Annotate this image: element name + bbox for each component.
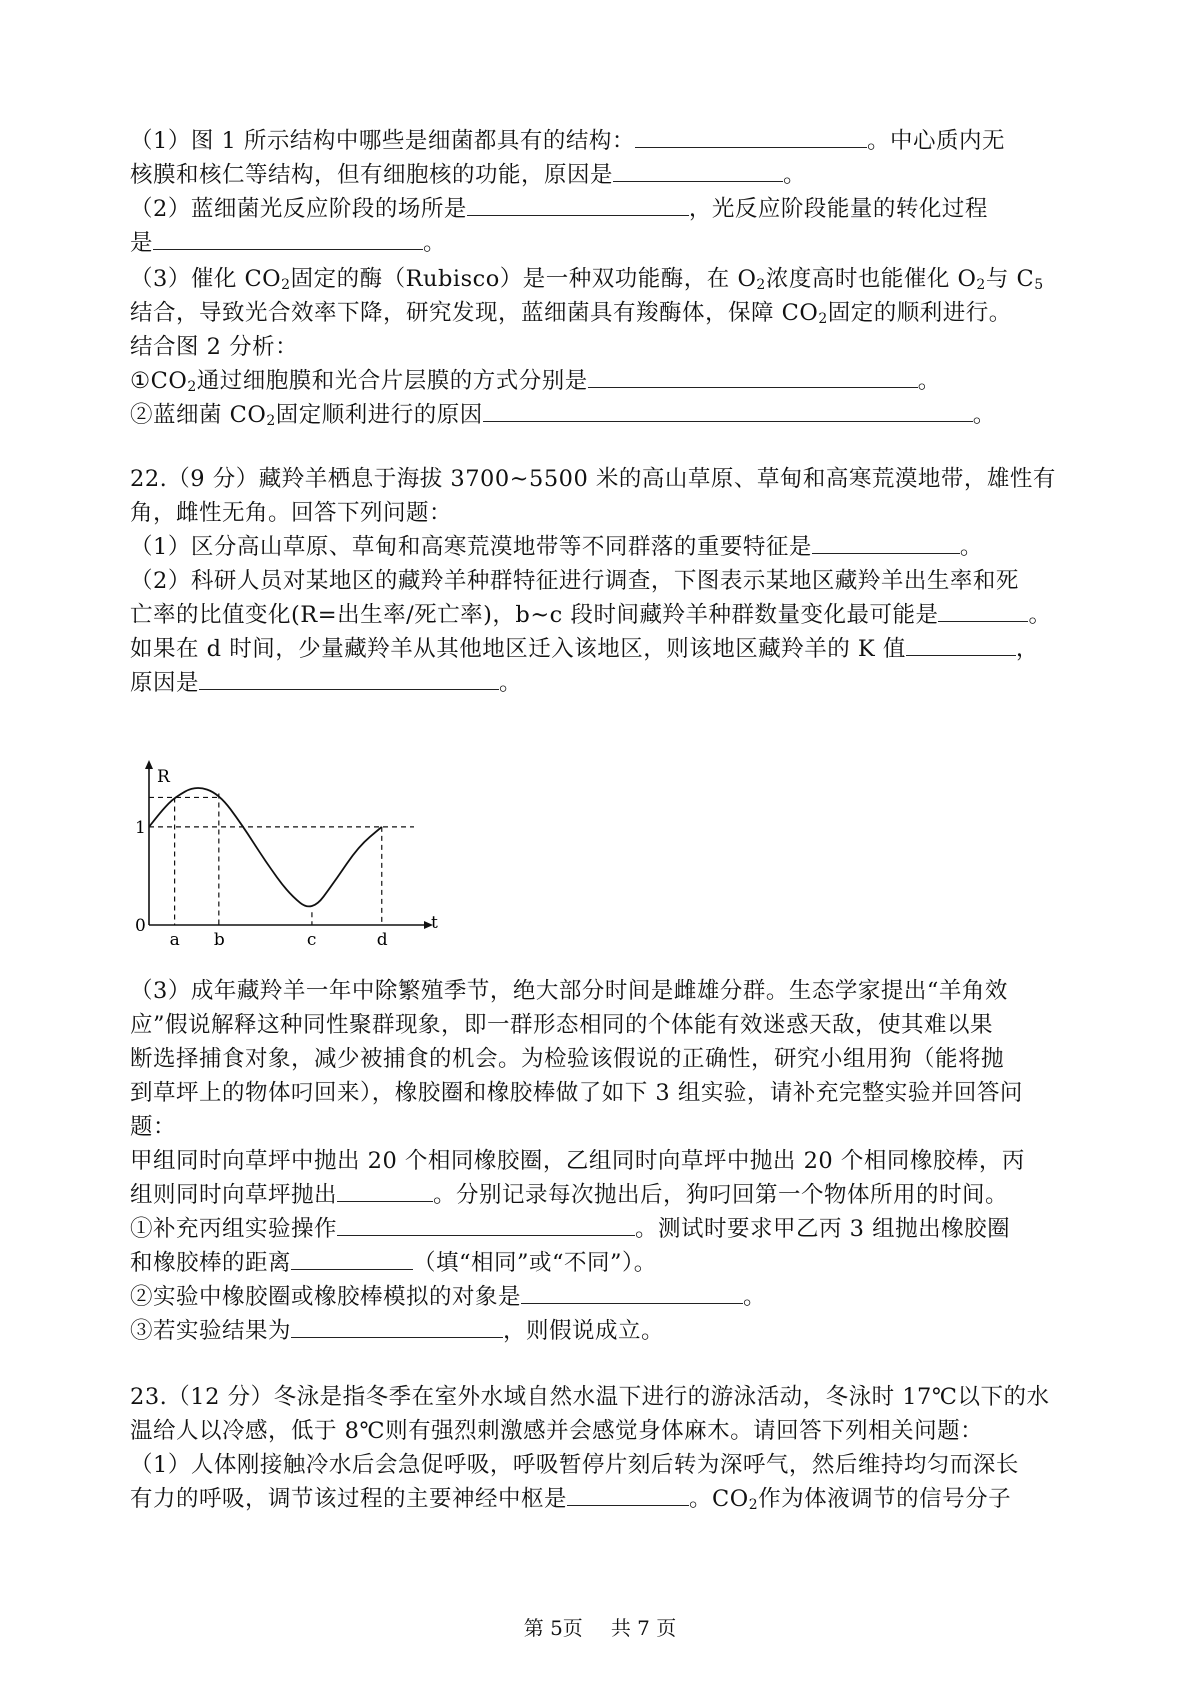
answer-blank[interactable]: [635, 125, 867, 148]
q21-s1: $①CO_2$通过细胞膜和光合片层膜的方式分别是 。: [130, 364, 1090, 404]
q22-p2-line4: 原因是 。: [130, 666, 1090, 700]
r-curve: [149, 788, 382, 906]
answer-blank[interactable]: [613, 159, 783, 182]
q21-p3-line1: （3）催化 $CO_2$固定的酶（Rubisco）是一种双功能酶，在 $O_2$浓度高时也能催化 $O_2$与 $C_5$: [130, 266, 1044, 293]
q21-p3-line3: 结合图 2 分析：: [130, 334, 299, 360]
q21-p1-line1: （1）图 1 所示结构中哪些是细菌都具有的结构： 。中心质内无: [130, 124, 1090, 158]
q22-p2-line2: 亡率的比值变化(R=出生率/死亡率)，b~c 段时间藏羚羊种群数量变化最可能是 。: [130, 598, 1090, 632]
x-tick-label-c: c: [306, 930, 317, 950]
origin-label: 0: [135, 916, 146, 936]
q22-p3-line6: 甲组同时向草坪中抛出 20 个相同橡胶圈，乙组同时向草坪中抛出 20 个相同橡胶棒，丙: [130, 1148, 1025, 1174]
q22-p2-line1: （2）科研人员对某地区的藏羚羊种群特征进行调查，下图表示某地区藏羚羊出生率和死: [130, 568, 1019, 594]
q22-s1-line2: 和橡胶棒的距离 （填“相同”或“不同”）。: [130, 1246, 1090, 1280]
y-axis-arrow: [145, 760, 153, 769]
q21-p2-line2: 是 。: [130, 226, 1090, 260]
q22-p3-line7: 组则同时向草坪抛出 。分别记录每次抛出后，狗叼回第一个物体所用的时间。: [130, 1178, 1090, 1212]
answer-blank[interactable]: [588, 365, 918, 388]
q22-s2: ②实验中橡胶圈或橡胶棒模拟的对象是 。: [130, 1280, 1090, 1314]
answer-blank[interactable]: [153, 227, 423, 250]
q22-p3-line1: （3）成年藏羚羊一年中除繁殖季节，绝大部分时间是雌雄分群。生态学家提出“羊角效: [130, 978, 1008, 1004]
x-tick-label-b: b: [213, 930, 225, 950]
answer-blank[interactable]: [906, 633, 1016, 656]
q22-p3-line4: 到草坪上的物体叼回来），橡胶圈和橡胶棒做了如下 3 组实验，请补充完整实验并回答问: [130, 1080, 1023, 1106]
q22-p1: （1）区分高山草原、草甸和高寒荒漠地带等不同群落的重要特征是 。: [130, 530, 1090, 564]
q22-intro-line2: 角，雌性无角。回答下列问题：: [130, 500, 453, 526]
q23-p1-line2: 有力的呼吸，调节该过程的主要神经中枢是 。$CO_2$作为体液调节的信号分子: [130, 1482, 1090, 1522]
y-tick-label: 1: [135, 817, 146, 838]
answer-blank[interactable]: [938, 599, 1028, 622]
q22-p2-line3: 如果在 d 时间，少量藏羚羊从其他地区迁入该地区，则该地区藏羚羊的 K 值 ，: [130, 632, 1090, 666]
q23-intro-line2: 温给人以冷感，低于 8℃则有强烈刺激感并会感觉身体麻木。请回答下列相关问题：: [130, 1418, 984, 1444]
q22-p3-line2: 应”假说解释这种同性聚群现象，即一群形态相同的个体能有效迷惑天敌，使其难以果: [130, 1012, 994, 1038]
page-footer: [0, 1612, 1200, 1641]
x-axis-label: t: [431, 913, 438, 933]
answer-blank[interactable]: [291, 1315, 503, 1338]
q21-p2-line1: （2）蓝细菌光反应阶段的场所是 ，光反应阶段能量的转化过程: [130, 192, 1090, 226]
q21-s2: ②蓝细菌 $CO_2$固定顺利进行的原因 。: [130, 398, 1090, 438]
answer-blank[interactable]: [337, 1179, 433, 1202]
q23-intro-line1: 23.（12 分）冬泳是指冬季在室外水域自然水温下进行的游泳活动，冬泳时 17℃以下的水: [130, 1384, 1050, 1410]
q21-p1-line2: 核膜和核仁等结构，但有细胞核的功能，原因是 。: [130, 158, 1090, 192]
page-number: 第 5页: [523, 1616, 583, 1640]
answer-blank[interactable]: [199, 667, 499, 690]
q23-p1-line1: （1）人体刚接触冷水后会急促呼吸，呼吸暂停片刻后转为深呼气，然后维持均匀而深长: [130, 1452, 1019, 1478]
answer-blank[interactable]: [812, 531, 960, 554]
x-tick-label-d: d: [376, 930, 388, 950]
answer-blank[interactable]: [291, 1247, 413, 1270]
q22-p3-line3: 断选择捕食对象，减少被捕食的机会。为检验该假说的正确性，研究小组用狗（能将抛: [130, 1046, 1005, 1072]
answer-blank[interactable]: [521, 1281, 743, 1304]
q21-p3-line2: 结合，导致光合效率下降，研究发现，蓝细菌具有羧酶体，保障 $CO_2$固定的顺利进行。: [130, 300, 1012, 327]
answer-blank[interactable]: [467, 193, 689, 216]
q22-s1-line1: ①补充丙组实验操作 。测试时要求甲乙丙 3 组抛出橡胶圈: [130, 1212, 1090, 1246]
x-tick-label-a: a: [169, 930, 180, 950]
q22-p3-line5: 题：: [130, 1114, 177, 1140]
q22-intro-line1: 22.（9 分）藏羚羊栖息于海拔 3700~5500 米的高山草原、草甸和高寒荒漠地带，雄性有: [130, 466, 1056, 492]
y-axis-label: R: [157, 767, 170, 787]
answer-blank[interactable]: [337, 1213, 635, 1236]
answer-blank[interactable]: [483, 399, 973, 422]
q22-s3: ③若实验结果为 ，则假说成立。: [130, 1314, 1090, 1348]
r-ratio-chart: [135, 760, 485, 960]
answer-blank[interactable]: [567, 1483, 689, 1506]
page-total: 共 7 页: [610, 1616, 677, 1640]
